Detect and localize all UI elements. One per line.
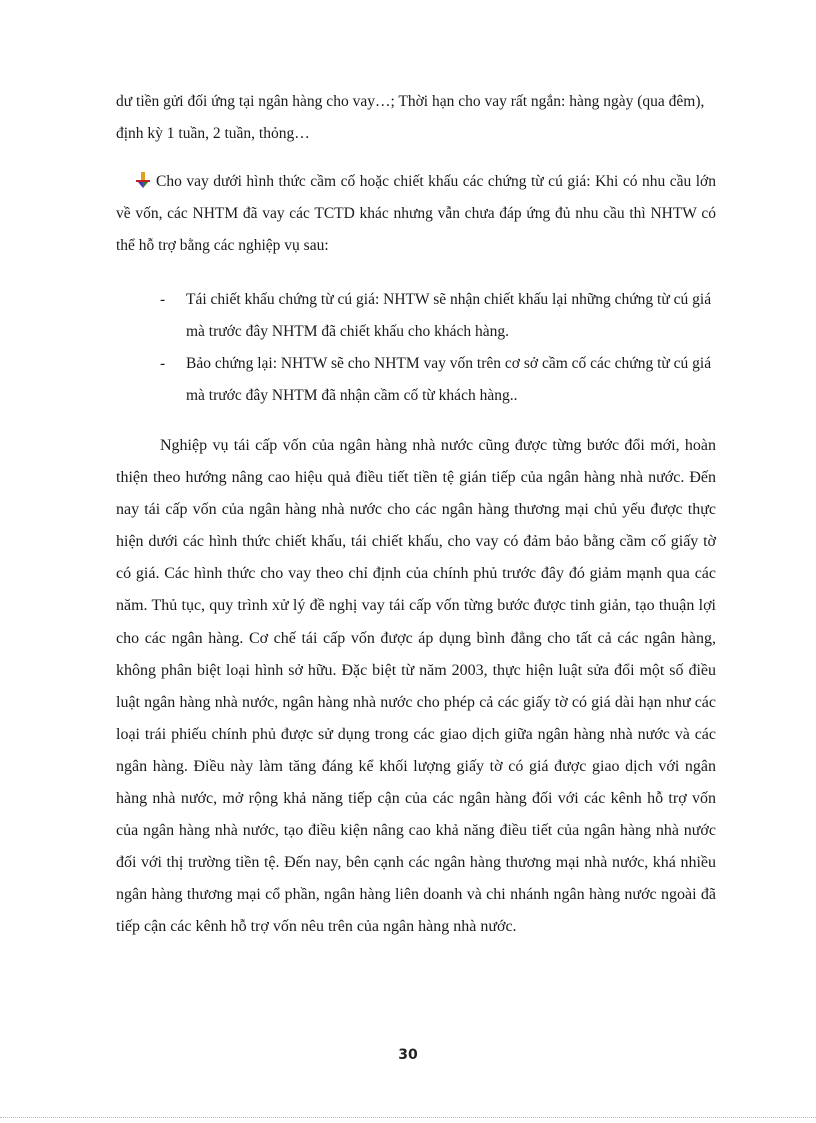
intro-paragraph: dư tiền gửi đối ứng tại ngân hàng cho vay…; Thời hạn cho vay rất ngắn: hàng ngày (qua đêm), định kỳ 1 tuần, 2 tuần, thỏng… [116, 93, 705, 142]
list-item-text: Bảo chứng lại: NHTW sẽ cho NHTM vay vốn trên cơ sở cầm cố các chứng từ cú giá mà trước đây NHTM đã nhận cầm cố từ khách hàng.. [186, 355, 712, 404]
bullet-paragraph-text: Cho vay dưới hình thức cầm cố hoặc chiết khấu các chứng từ cú giá: Khi có nhu cầu lớn về vốn, các NHTM đã vay các TCTD khác nhưng vẫn chưa đáp ứng đủ nhu cầu thì NHTW có thể hỗ trợ bằng các nghiệp vụ sau: [116, 173, 716, 254]
page-number: 30 [398, 1047, 418, 1063]
dash-marker: - [160, 355, 166, 372]
list-item [160, 348, 716, 412]
arrow-down-bullet-icon [136, 168, 150, 184]
dash-marker: - [160, 291, 166, 308]
footer-divider [0, 1117, 816, 1118]
list-item [160, 284, 716, 348]
bullet-paragraph [116, 166, 716, 262]
list-item-text: Tái chiết khấu chứng từ cú giá: NHTW sẽ nhận chiết khấu lại những chứng từ cú giá mà trước đây NHTM đã chiết khấu cho khách hàng. [186, 291, 712, 340]
main-paragraph: Nghiệp vụ tái cấp vốn của ngân hàng nhà nước cũng được từng bước đổi mới, hoàn thiện theo hướng nâng cao hiệu quả điều tiết tiền tệ gián tiếp của ngân hàng nhà nước. Đến nay tái cấp vốn của ngân hàng nhà nước cho các ngân hàng thương mại chủ yếu được thực hiện dưới các hình thức chiết khấu, tái chiết khấu, cho vay có đảm bảo bằng cầm cố giấy tờ có giá. Các hình thức cho vay theo chỉ định của chính phủ trước đây đó giảm mạnh qua các năm. Thủ tục, quy trình xử lý đề nghị vay tái cấp vốn từng bước được tinh giản, tạo thuận lợi cho các ngân hàng. Cơ chế tái cấp vốn được áp dụng bình đẳng cho tất cả các ngân hàng, không phân biệt loại hình sở hữu. Đặc biệt từ năm 2003, thực hiện luật sửa đổi một số điều luật ngân hàng nhà nước, ngân hàng nhà nước cho phép cả các giấy tờ có giá dài hạn như các loại trái phiếu chính phủ được sử dụng trong các giao dịch giữa ngân hàng nhà nước và các ngân hàng. Điều này làm tăng đáng kể khối lượng giấy tờ có giá được giao dịch với ngân hàng nhà nước, mở rộng khả năng tiếp cận của các ngân hàng đối với các kênh hỗ trợ vốn của ngân hàng nhà nước, tạo điều kiện nâng cao khả năng điều tiết của ngân hàng nhà nước đối với thị trường tiền tệ. Đến nay, bên cạnh các ngân hàng thương mại nhà nước, khá nhiều ngân hàng thương mại cổ phần, ngân hàng liên doanh và chi nhánh ngân hàng nước ngoài đã tiếp cận các kênh hỗ trợ vốn nêu trên của ngân hàng nhà nước. [116, 437, 716, 936]
dash-list [160, 284, 716, 412]
